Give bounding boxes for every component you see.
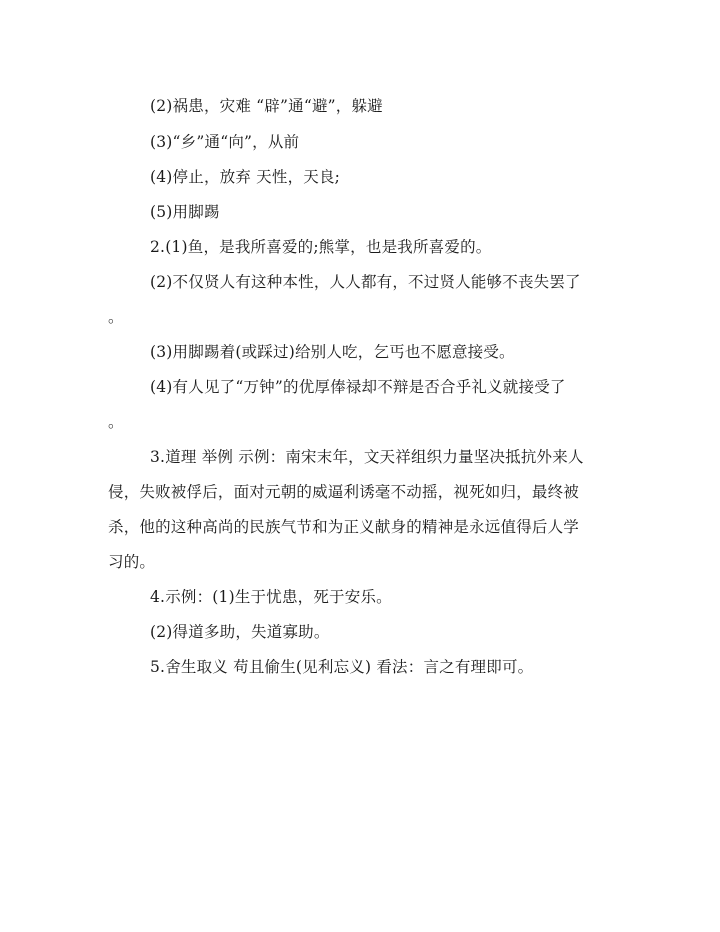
answer-line-2-2: (2)祸患，灾难 “辟”通“避”，躲避: [150, 97, 383, 115]
answer-line-q2-4: (4)有人见了“万钟”的优厚俸禄却不辩是否合乎礼义就接受了: [150, 378, 566, 396]
answer-line-q2-3: (3)用脚踢着(或踩过)给别人吃，乞丐也不愿意接受。: [150, 343, 515, 361]
answer-line-2-5: (5)用脚踢: [150, 203, 220, 221]
answer-line-2-4: (4)停止，放弃 天性，天良;: [150, 168, 341, 186]
answer-line-q3-2: 侵，失败被俘后，面对元朝的威逼利诱毫不动摇，视死如归，最终被: [108, 483, 580, 501]
answer-line-q3-1: 3.道理 举例 示例：南宋末年，文天祥组织力量坚决抵抗外来人: [150, 448, 584, 466]
answer-line-q5: 5.舍生取义 苟且偷生(见利忘义) 看法：言之有理即可。: [150, 658, 534, 676]
answer-line-2-3: (3)“乡”通“向”，从前: [150, 133, 300, 151]
answer-line-q3-3: 杀，他的这种高尚的民族气节和为正义献身的精神是永远值得后人学: [108, 518, 580, 536]
answer-line-q3-4: 习的。: [108, 553, 156, 571]
answer-line-q4-2: (2)得道多助，失道寡助。: [150, 623, 330, 641]
answer-line-q2-2-end: 。: [108, 308, 124, 326]
answer-line-q2-1: 2.(1)鱼，是我所喜爱的;熊掌，也是我所喜爱的。: [150, 238, 492, 256]
answer-line-q4-1: 4.示例：(1)生于忧患，死于安乐。: [150, 588, 392, 606]
answer-line-q2-4-end: 。: [108, 413, 124, 431]
answer-line-q2-2: (2)不仅贤人有这种本性，人人都有，不过贤人能够不丧失罢了: [150, 273, 581, 291]
